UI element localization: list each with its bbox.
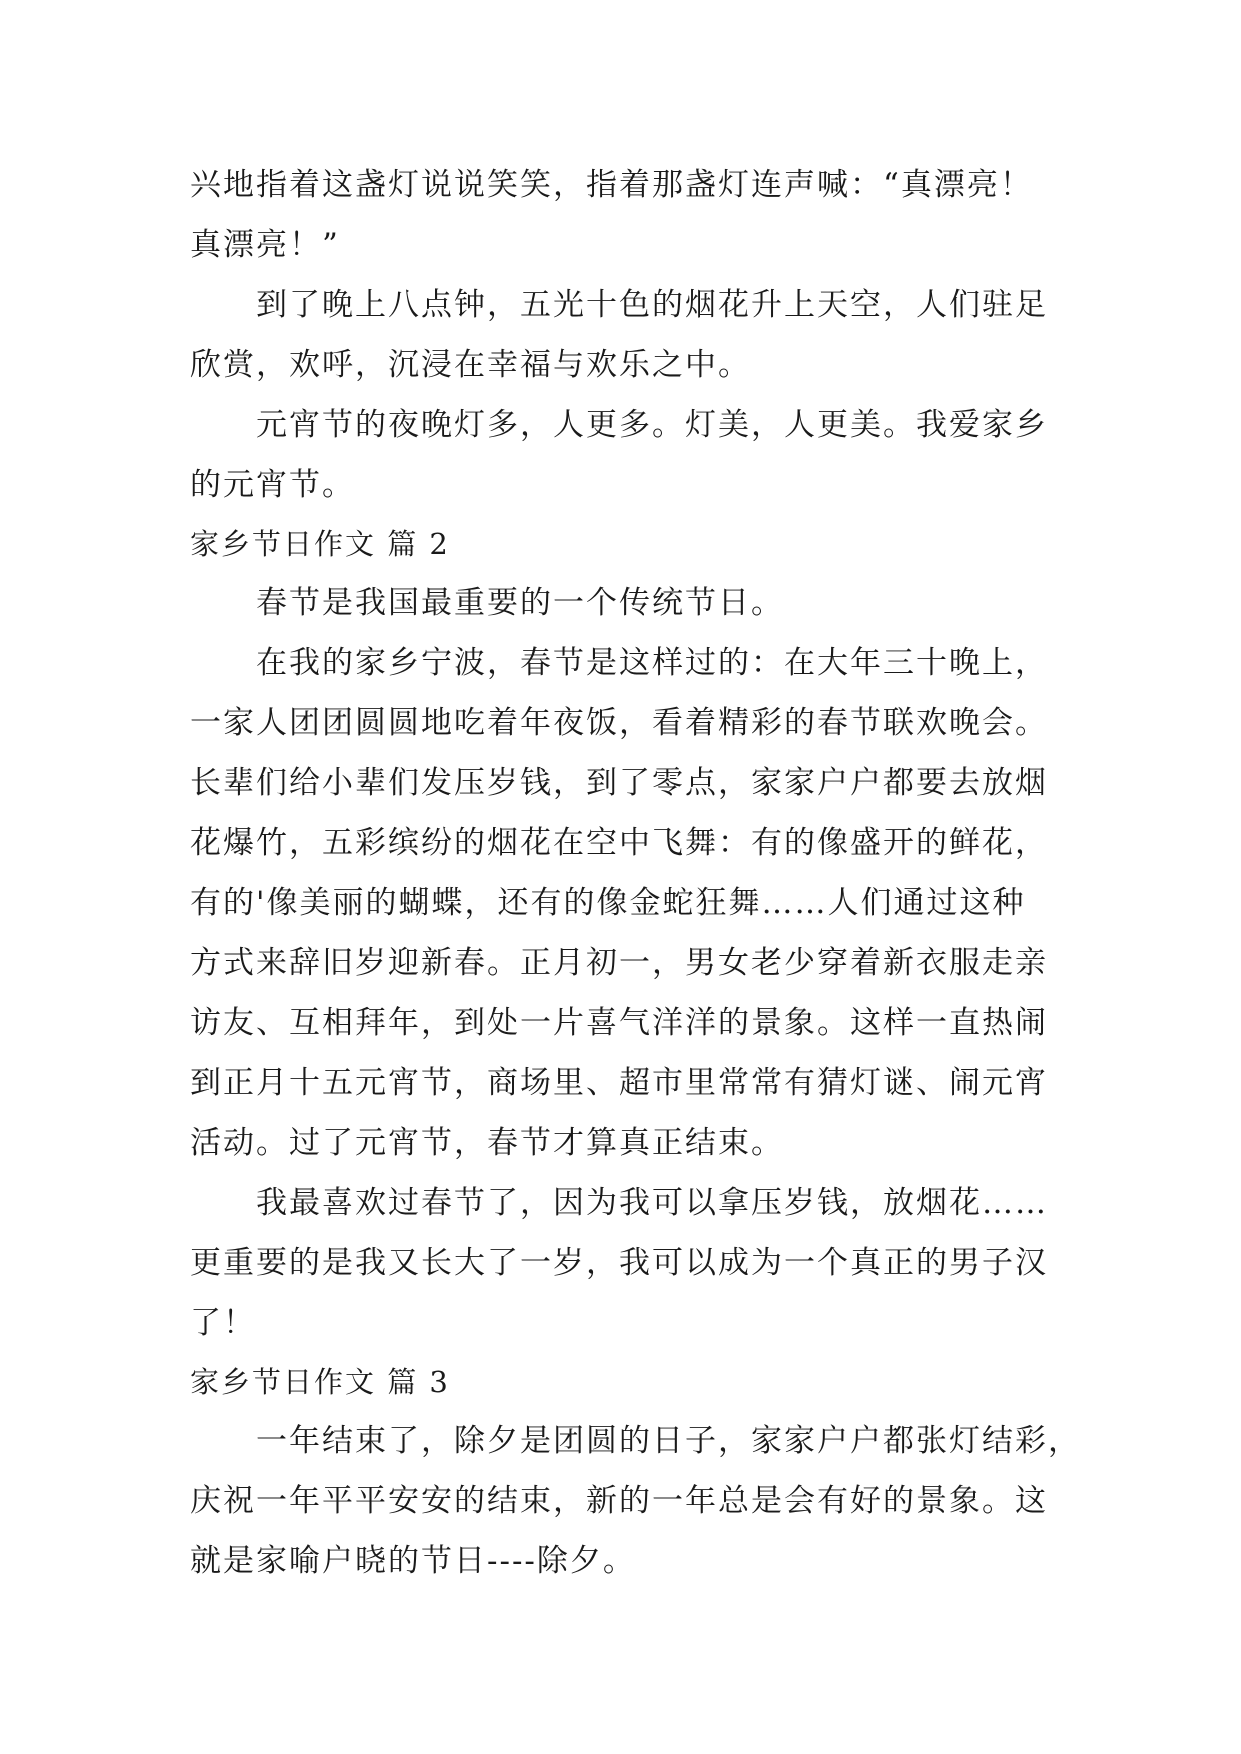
text-line: 活动。过了元宵节，春节才算真正结束。 [190, 1125, 784, 1161]
paragraph [190, 573, 1070, 633]
text-line: 一年结束了，除夕是团圆的日子，家家户户都张灯结彩， [256, 1423, 1081, 1459]
paragraph [190, 1173, 1070, 1353]
text-line: 我最喜欢过春节了，因为我可以拿压岁钱，放烟花…… [256, 1185, 1048, 1221]
text-line: 的元宵节。 [190, 467, 355, 503]
text-line: 方式来辞旧岁迎新春。正月初一，男女老少穿着新衣服走亲 [190, 945, 1048, 981]
text-line: 真漂亮！” [190, 227, 340, 263]
paragraph [190, 633, 1070, 1173]
text-line: 元宵节的夜晚灯多，人更多。灯美，人更美。我爱家乡 [256, 407, 1048, 443]
text-line: 长辈们给小辈们发压岁钱，到了零点，家家户户都要去放烟 [190, 765, 1048, 801]
text-line: 到了晚上八点钟，五光十色的烟花升上天空，人们驻足 [256, 287, 1048, 323]
paragraph [190, 395, 1070, 515]
text-line: 欣赏，欢呼，沉浸在幸福与欢乐之中。 [190, 347, 751, 383]
text-line: 有的'像美丽的蝴蝶，还有的像金蛇狂舞……人们通过这种 [190, 885, 1026, 921]
text-line: 兴地指着这盏灯说说笑笑，指着那盏灯连声喊：“真漂亮！ [190, 167, 1033, 203]
text-line: 一家人团团圆圆地吃着年夜饭，看着精彩的春节联欢晚会。 [190, 705, 1048, 741]
text-line: 就是家喻户晓的节日----除夕。 [190, 1543, 636, 1579]
text-line: 庆祝一年平平安安的结束，新的一年总是会有好的景象。这 [190, 1483, 1048, 1519]
section-heading: 家乡节日作文 篇 3 [190, 1365, 450, 1399]
document-page [190, 155, 1081, 1591]
paragraph [190, 275, 1070, 395]
text-line: 了！ [190, 1305, 256, 1341]
text-line: 访友、互相拜年，到处一片喜气洋洋的景象。这样一直热闹 [190, 1005, 1048, 1041]
text-line: 花爆竹，五彩缤纷的烟花在空中飞舞：有的像盛开的鲜花， [190, 825, 1048, 861]
text-line: 更重要的是我又长大了一岁，我可以成为一个真正的男子汉 [190, 1245, 1048, 1281]
text-line: 到正月十五元宵节，商场里、超市里常常有猜灯谜、闹元宵 [190, 1065, 1048, 1101]
section-heading: 家乡节日作文 篇 2 [190, 527, 450, 561]
text-line: 春节是我国最重要的一个传统节日。 [256, 585, 784, 621]
paragraph [190, 155, 1070, 275]
paragraph [190, 1411, 1081, 1591]
text-line: 在我的家乡宁波，春节是这样过的：在大年三十晚上， [256, 645, 1048, 681]
